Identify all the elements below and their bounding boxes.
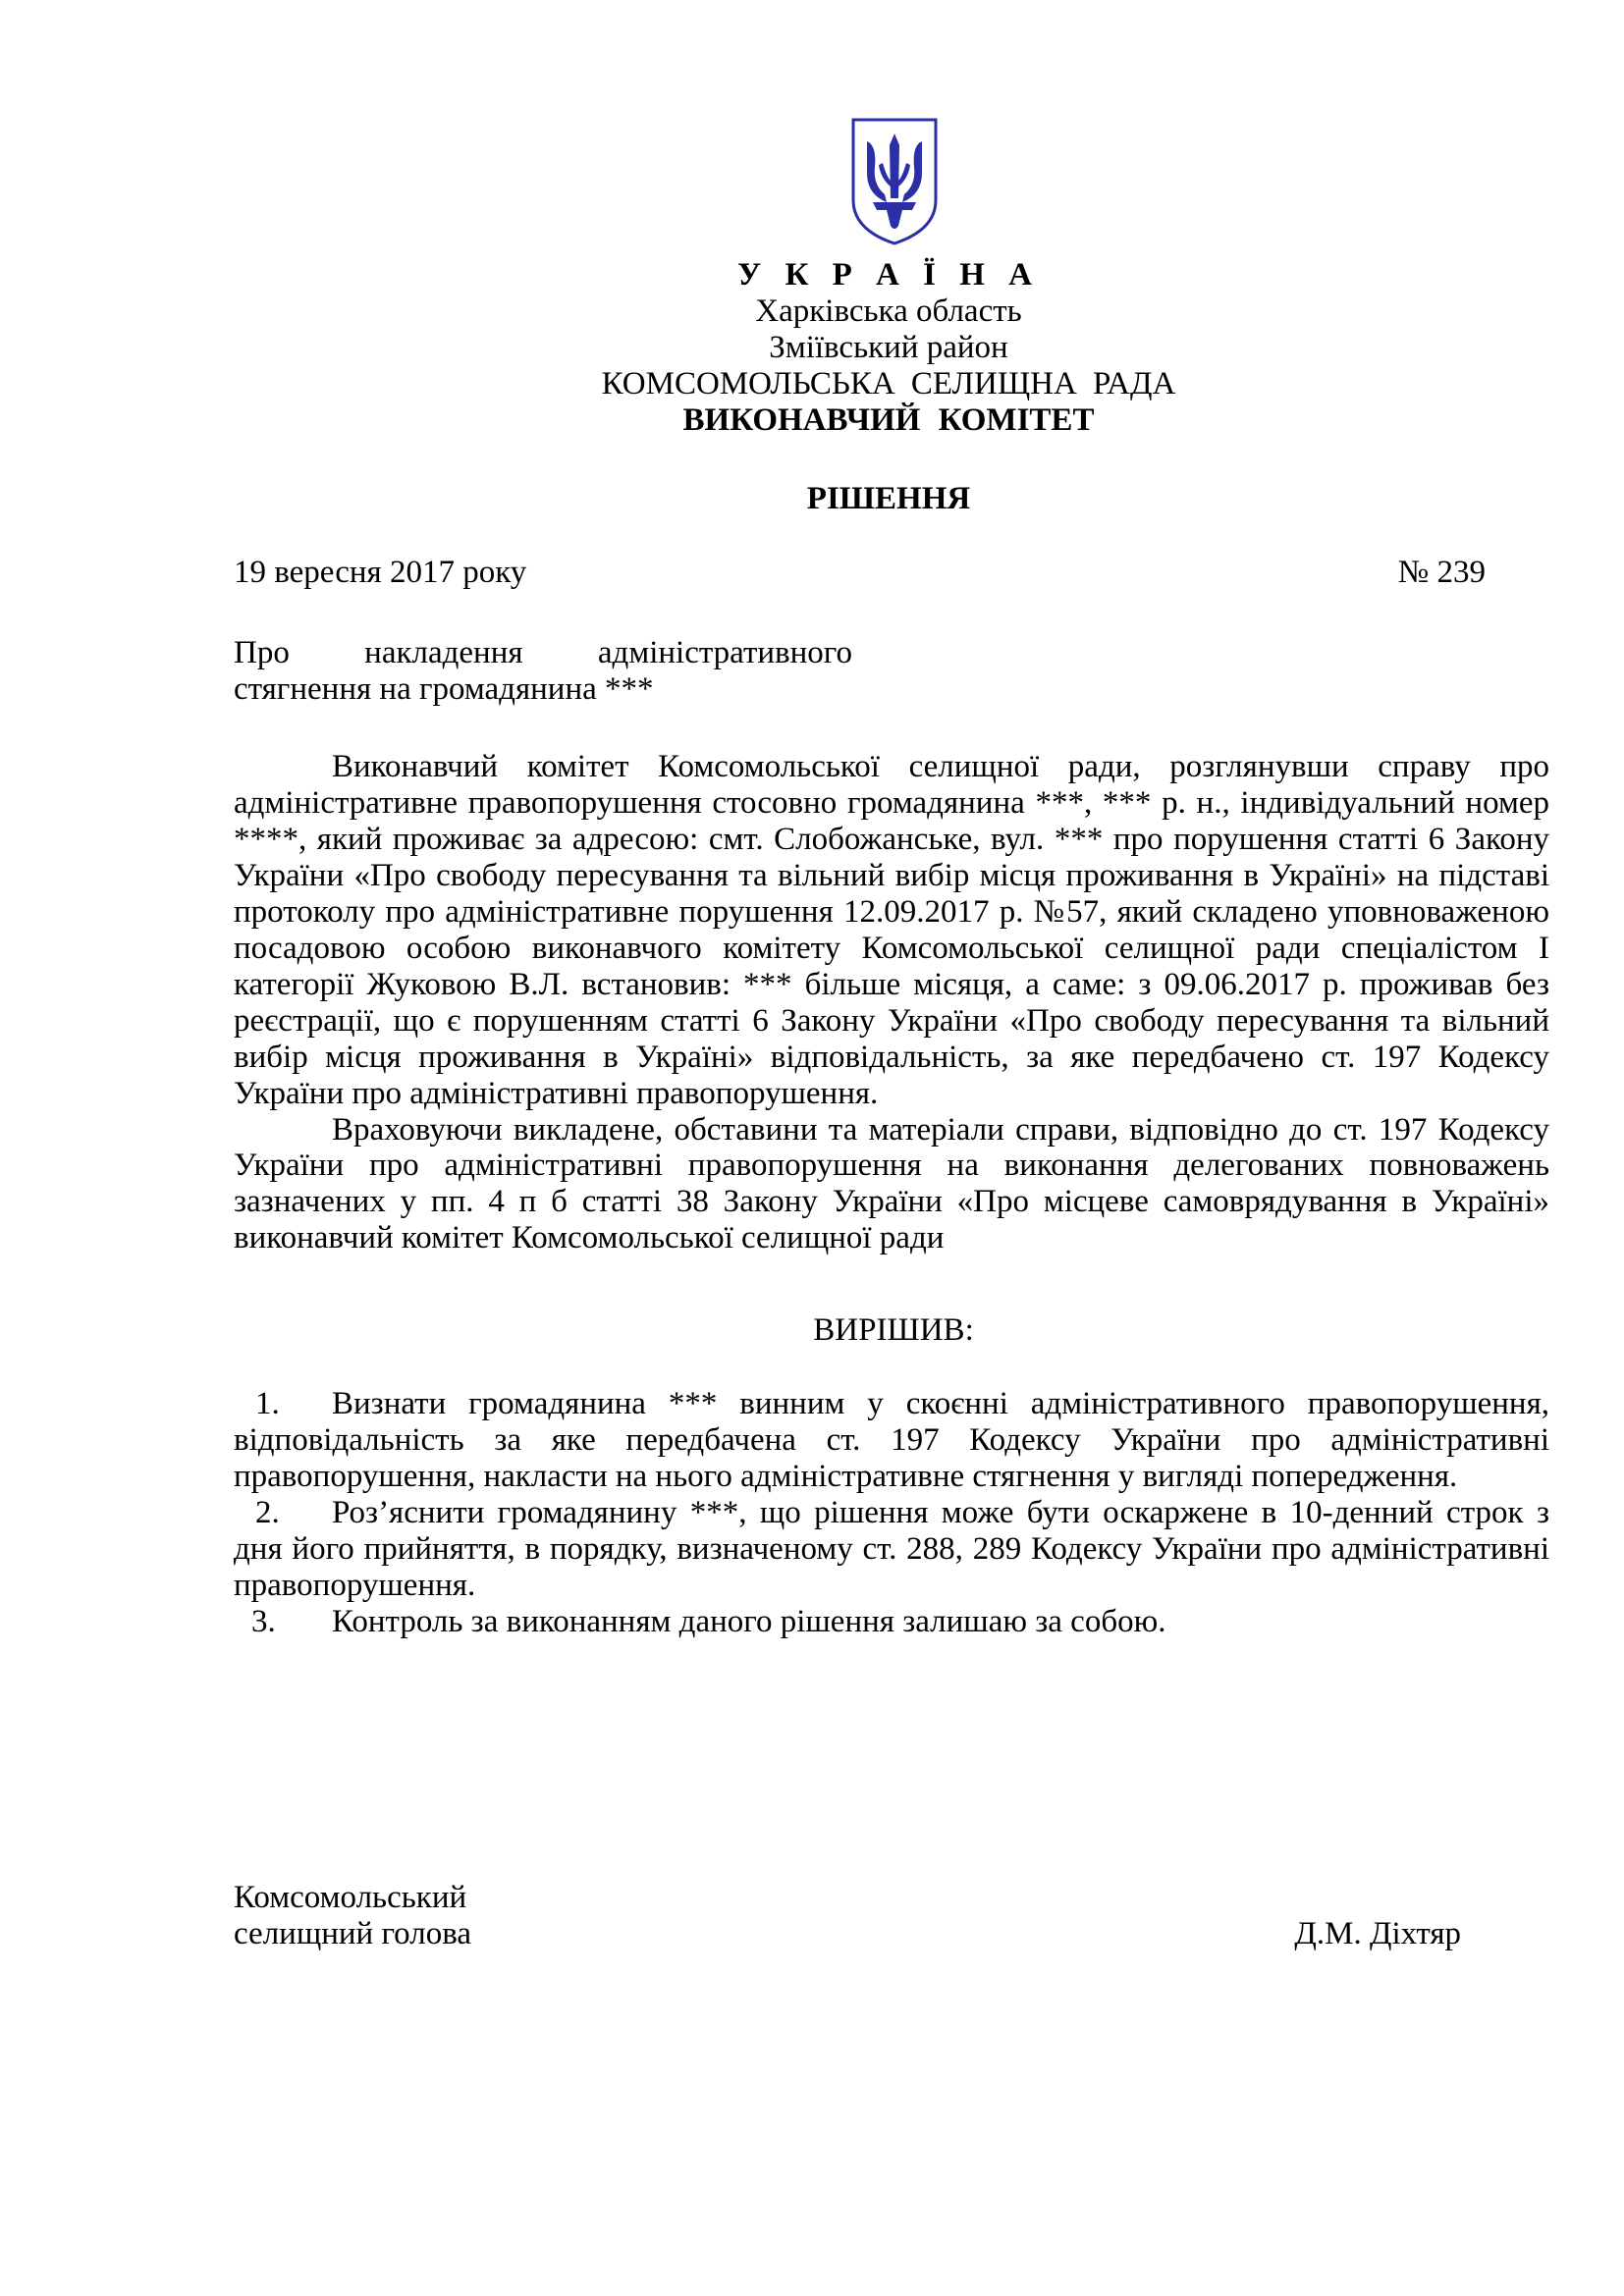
region-line: Харківська область: [755, 294, 1022, 329]
district-line: Зміївський район: [769, 330, 1008, 365]
item-number: 1.: [255, 1386, 280, 1421]
item-number: 2.: [255, 1494, 280, 1530]
signer-name: Д.М. Діхтяр: [1294, 1916, 1461, 1951]
decision-meta: [234, 555, 1486, 591]
signer-title-line2: [234, 1916, 1461, 1952]
signature-block: [234, 1880, 1461, 1952]
list-item: [234, 1386, 1549, 1495]
decision-number: № 239: [1397, 555, 1486, 590]
body-paragraph: Враховуючи викладене, обставини та матеріали справи, відповідно до ст. 197 Кодексу України про адміністративні правопорушення на виконання делегованих повноважень зазначених у пп. 4 п б статті 38 Закону України «Про місцеве самоврядування в Україні» виконавчий комітет Комсомольської селищної ради: [234, 1111, 1549, 1256]
signer-title-line1: Комсомольський: [234, 1880, 467, 1915]
signer-title-line2-text: селищний голова: [234, 1916, 472, 1951]
council-line: КОМСОМОЛЬСЬКА СЕЛИЩНА РАДА: [601, 366, 1176, 401]
item-text: Контроль за виконанням даного рішення залишаю за собою.: [332, 1603, 1166, 1639]
decision-title: РІШЕННЯ: [806, 481, 971, 516]
list-item: [234, 1495, 1549, 1604]
document-header: [0, 257, 1624, 439]
resolved-heading: ВИРІШИВ:: [813, 1312, 974, 1348]
body-paragraph: Виконавчий комітет Комсомольської селищної ради, розглянувши справу про адміністративне правопорушення стосовно громадянина ***, *** р. н., індивідуальний номер ****, який проживає за адресою: смт. Слобожанське, вул. *** про порушення статті 6 Закону України «Про свободу пересування та вільний вибір місця проживання в Україні» на підставі протоколу про адміністративне порушення 12.09.2017 р. №57, який складено уповноваженою посадовою особою виконавчого комітету Комсомольської селищної ради спеціалістом І категорії Жуковою В.Л. встановив: *** більше місяця, а саме: з 09.06.2017 р. проживав без реєстрації, що є порушенням статті 6 Закону України «Про свободу пересування та вільний вибір місця проживання в Україні» відповідальність, за яке передбачено ст. 197 Кодексу України про адміністративні правопорушення.: [234, 749, 1549, 1111]
item-number: 3.: [251, 1603, 276, 1639]
decision-date: 19 вересня 2017 року: [234, 555, 527, 590]
decision-body: [234, 749, 1549, 1256]
country-title: У К Р А Ї Н А: [737, 257, 1040, 293]
decision-subject: Про накладення адміністративного стягнення на громадянина ***: [234, 635, 852, 707]
item-text: Визнати громадянина *** винним у скоєнні адміністративного правопорушення, відповідальність за яке передбачена ст. 197 Кодексу України про адміністративні правопорушення, накласти на нього адміністративне стягнення у вигляді попередження.: [234, 1386, 1549, 1494]
list-item: [234, 1604, 1549, 1640]
item-text: Роз’яснити громадянину ***, що рішення може бути оскаржене в 10-денний строк з дня його прийняття, в порядку, визначеному ст. 288, 289 Кодексу України про адміністративні правопорушення.: [234, 1494, 1549, 1603]
resolution-items: [234, 1386, 1549, 1640]
committee-line: ВИКОНАВЧИЙ КОМІТЕТ: [682, 402, 1095, 438]
trident-icon: [847, 116, 942, 247]
